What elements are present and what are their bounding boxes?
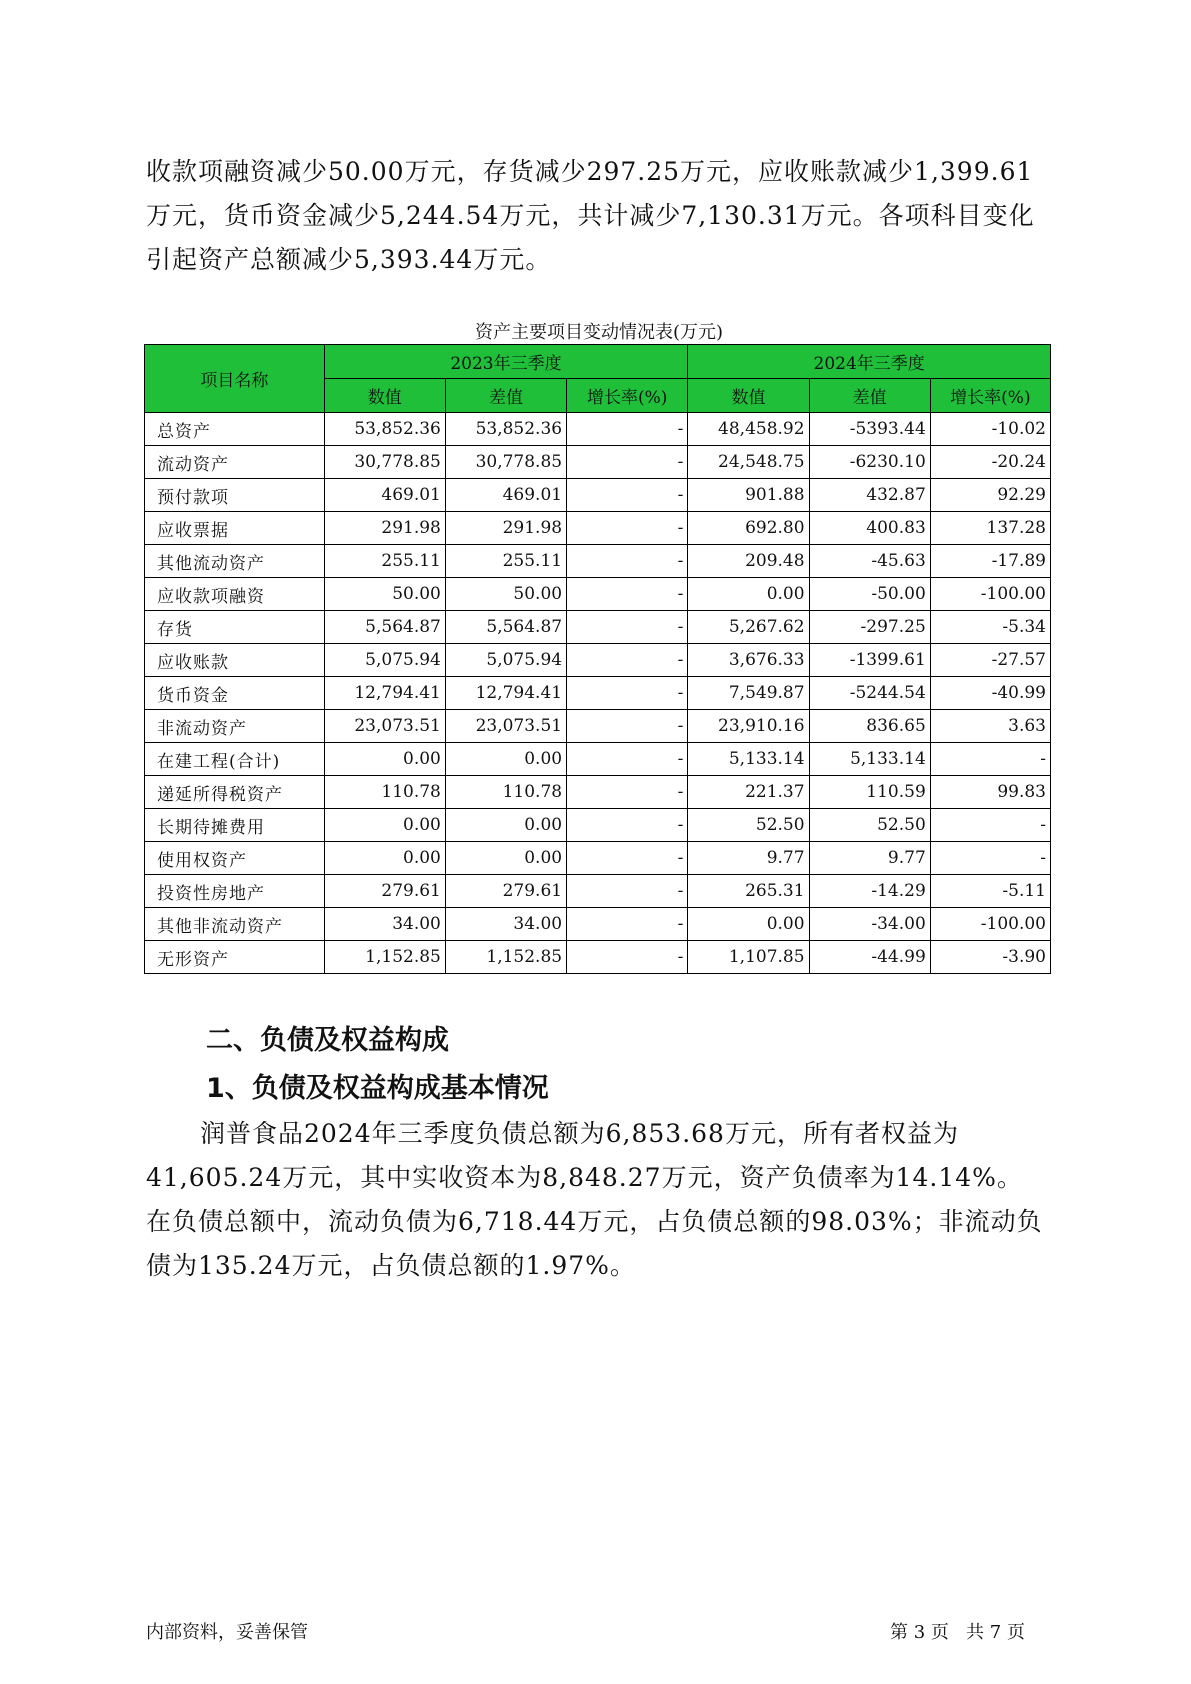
cell-diff-2024: -297.25 — [809, 611, 930, 644]
cell-growth-2024: -40.99 — [930, 677, 1050, 710]
cell-diff-2023: 12,794.41 — [445, 677, 566, 710]
row-name: 在建工程(合计) — [145, 743, 325, 776]
cell-value-2024: 5,133.14 — [688, 743, 809, 776]
cell-diff-2023: 0.00 — [445, 842, 566, 875]
body-paragraph-liabilities-text: 润普食品2024年三季度负债总额为6,853.68万元，所有者权益为41,605.24万元，其中实收资本为8,848.27万元，资产负债率为14.14%。在负债总额中，流动负债为6,718.44万元，占负债总额的98.03%；非流动负债为135.24万元，占负债总额的1.97%。 — [146, 1119, 1043, 1280]
table-row — [145, 875, 1051, 908]
cell-diff-2024: 5,133.14 — [809, 743, 930, 776]
cell-growth-2024: 92.29 — [930, 479, 1050, 512]
cell-growth-2023: - — [567, 743, 688, 776]
cell-growth-2024: -27.57 — [930, 644, 1050, 677]
cell-diff-2024: 52.50 — [809, 809, 930, 842]
cell-value-2023: 5,075.94 — [324, 644, 445, 677]
footer-confidential-note: 内部资料，妥善保管 — [146, 1622, 308, 1643]
row-name: 长期待摊费用 — [145, 809, 325, 842]
cell-diff-2023: 5,075.94 — [445, 644, 566, 677]
table-row — [145, 512, 1051, 545]
row-name: 存货 — [145, 611, 325, 644]
cell-value-2024: 901.88 — [688, 479, 809, 512]
cell-growth-2023: - — [567, 908, 688, 941]
table-row — [145, 413, 1051, 446]
table-body — [145, 413, 1051, 974]
header-diff-2023: 差值 — [445, 379, 566, 413]
row-name: 应收账款 — [145, 644, 325, 677]
cell-diff-2024: 836.65 — [809, 710, 930, 743]
cell-diff-2024: -44.99 — [809, 941, 930, 974]
cell-value-2024: 0.00 — [688, 908, 809, 941]
cell-growth-2024: -17.89 — [930, 545, 1050, 578]
cell-diff-2024: -5393.44 — [809, 413, 930, 446]
asset-change-table — [144, 344, 1051, 974]
footer-page-number: 第 3 页 共 7 页 — [890, 1622, 1025, 1643]
cell-value-2024: 48,458.92 — [688, 413, 809, 446]
cell-growth-2023: - — [567, 677, 688, 710]
row-name: 使用权资产 — [145, 842, 325, 875]
cell-value-2023: 0.00 — [324, 842, 445, 875]
cell-diff-2023: 5,564.87 — [445, 611, 566, 644]
cell-growth-2023: - — [567, 842, 688, 875]
table-row — [145, 578, 1051, 611]
cell-growth-2023: - — [567, 611, 688, 644]
cell-diff-2023: 110.78 — [445, 776, 566, 809]
cell-value-2024: 7,549.87 — [688, 677, 809, 710]
row-name: 货币资金 — [145, 677, 325, 710]
cell-diff-2023: 0.00 — [445, 743, 566, 776]
cell-growth-2024: 99.83 — [930, 776, 1050, 809]
row-name: 应收票据 — [145, 512, 325, 545]
cell-value-2023: 50.00 — [324, 578, 445, 611]
cell-growth-2024: -5.11 — [930, 875, 1050, 908]
cell-growth-2023: - — [567, 644, 688, 677]
header-value-2024: 数值 — [688, 379, 809, 413]
cell-diff-2023: 30,778.85 — [445, 446, 566, 479]
cell-value-2023: 469.01 — [324, 479, 445, 512]
cell-value-2023: 0.00 — [324, 809, 445, 842]
cell-value-2023: 0.00 — [324, 743, 445, 776]
header-period-2024: 2024年三季度 — [688, 345, 1051, 379]
cell-diff-2024: -5244.54 — [809, 677, 930, 710]
cell-diff-2024: -6230.10 — [809, 446, 930, 479]
header-item-name: 项目名称 — [145, 345, 325, 413]
row-name: 投资性房地产 — [145, 875, 325, 908]
table-row — [145, 677, 1051, 710]
row-name: 非流动资产 — [145, 710, 325, 743]
cell-growth-2024: - — [930, 809, 1050, 842]
cell-growth-2024: -5.34 — [930, 611, 1050, 644]
body-paragraph-assets-change: 收款项融资减少50.00万元，存货减少297.25万元，应收账款减少1,399.61万元，货币资金减少5,244.54万元，共计减少7,130.31万元。各项科目变化引起资产总额减少5,393.44万元。 — [146, 157, 1035, 274]
section-heading-liabilities-equity: 二、负债及权益构成 — [206, 1025, 449, 1056]
cell-growth-2024: -3.90 — [930, 941, 1050, 974]
cell-diff-2023: 53,852.36 — [445, 413, 566, 446]
table-row — [145, 710, 1051, 743]
cell-growth-2023: - — [567, 710, 688, 743]
row-name: 无形资产 — [145, 941, 325, 974]
cell-value-2024: 24,548.75 — [688, 446, 809, 479]
cell-value-2023: 5,564.87 — [324, 611, 445, 644]
cell-growth-2023: - — [567, 545, 688, 578]
cell-value-2023: 291.98 — [324, 512, 445, 545]
cell-diff-2024: -1399.61 — [809, 644, 930, 677]
table-caption: 资产主要项目变动情况表(万元) — [474, 322, 724, 343]
cell-growth-2023: - — [567, 776, 688, 809]
table-row — [145, 743, 1051, 776]
cell-value-2024: 52.50 — [688, 809, 809, 842]
cell-value-2024: 5,267.62 — [688, 611, 809, 644]
cell-value-2023: 110.78 — [324, 776, 445, 809]
cell-growth-2023: - — [567, 413, 688, 446]
cell-value-2024: 9.77 — [688, 842, 809, 875]
cell-value-2024: 1,107.85 — [688, 941, 809, 974]
cell-growth-2023: - — [567, 809, 688, 842]
cell-value-2024: 23,910.16 — [688, 710, 809, 743]
row-name: 流动资产 — [145, 446, 325, 479]
cell-value-2024: 265.31 — [688, 875, 809, 908]
cell-value-2023: 23,073.51 — [324, 710, 445, 743]
header-diff-2024: 差值 — [809, 379, 930, 413]
cell-growth-2024: - — [930, 842, 1050, 875]
cell-diff-2024: -45.63 — [809, 545, 930, 578]
cell-growth-2024: -10.02 — [930, 413, 1050, 446]
cell-growth-2023: - — [567, 941, 688, 974]
cell-diff-2023: 291.98 — [445, 512, 566, 545]
table-row — [145, 611, 1051, 644]
table-header — [145, 345, 1051, 413]
cell-growth-2023: - — [567, 578, 688, 611]
cell-diff-2023: 255.11 — [445, 545, 566, 578]
table-row — [145, 644, 1051, 677]
cell-diff-2024: -14.29 — [809, 875, 930, 908]
cell-diff-2024: 432.87 — [809, 479, 930, 512]
cell-growth-2024: 137.28 — [930, 512, 1050, 545]
row-name: 其他流动资产 — [145, 545, 325, 578]
row-name: 其他非流动资产 — [145, 908, 325, 941]
table-row — [145, 479, 1051, 512]
cell-growth-2024: -100.00 — [930, 908, 1050, 941]
cell-value-2023: 30,778.85 — [324, 446, 445, 479]
cell-diff-2023: 469.01 — [445, 479, 566, 512]
table-row — [145, 776, 1051, 809]
table-row — [145, 941, 1051, 974]
cell-value-2024: 221.37 — [688, 776, 809, 809]
cell-value-2023: 279.61 — [324, 875, 445, 908]
cell-growth-2023: - — [567, 512, 688, 545]
cell-diff-2024: 400.83 — [809, 512, 930, 545]
subsection-heading-basic-situation: 1、负债及权益构成基本情况 — [206, 1073, 549, 1104]
cell-value-2024: 692.80 — [688, 512, 809, 545]
header-period-2023: 2023年三季度 — [324, 345, 688, 379]
row-name: 总资产 — [145, 413, 325, 446]
cell-growth-2024: -20.24 — [930, 446, 1050, 479]
cell-growth-2024: - — [930, 743, 1050, 776]
cell-diff-2023: 23,073.51 — [445, 710, 566, 743]
cell-growth-2024: -100.00 — [930, 578, 1050, 611]
cell-growth-2023: - — [567, 446, 688, 479]
cell-growth-2024: 3.63 — [930, 710, 1050, 743]
cell-value-2023: 255.11 — [324, 545, 445, 578]
cell-diff-2023: 279.61 — [445, 875, 566, 908]
header-growth-2023: 增长率(%) — [567, 379, 688, 413]
cell-value-2023: 1,152.85 — [324, 941, 445, 974]
table-row — [145, 446, 1051, 479]
row-name: 递延所得税资产 — [145, 776, 325, 809]
cell-value-2023: 12,794.41 — [324, 677, 445, 710]
cell-diff-2024: -50.00 — [809, 578, 930, 611]
table-row — [145, 545, 1051, 578]
cell-diff-2024: 9.77 — [809, 842, 930, 875]
cell-growth-2023: - — [567, 479, 688, 512]
cell-diff-2023: 1,152.85 — [445, 941, 566, 974]
header-growth-2024: 增长率(%) — [930, 379, 1050, 413]
cell-value-2024: 209.48 — [688, 545, 809, 578]
table-row — [145, 908, 1051, 941]
row-name: 预付款项 — [145, 479, 325, 512]
header-value-2023: 数值 — [324, 379, 445, 413]
cell-diff-2024: 110.59 — [809, 776, 930, 809]
cell-diff-2023: 0.00 — [445, 809, 566, 842]
cell-value-2024: 0.00 — [688, 578, 809, 611]
table-row — [145, 809, 1051, 842]
cell-value-2023: 34.00 — [324, 908, 445, 941]
table-row — [145, 842, 1051, 875]
body-paragraph-liabilities — [146, 1112, 1046, 1288]
cell-growth-2023: - — [567, 875, 688, 908]
cell-diff-2024: -34.00 — [809, 908, 930, 941]
cell-diff-2023: 50.00 — [445, 578, 566, 611]
row-name: 应收款项融资 — [145, 578, 325, 611]
cell-value-2024: 3,676.33 — [688, 644, 809, 677]
cell-diff-2023: 34.00 — [445, 908, 566, 941]
cell-value-2023: 53,852.36 — [324, 413, 445, 446]
